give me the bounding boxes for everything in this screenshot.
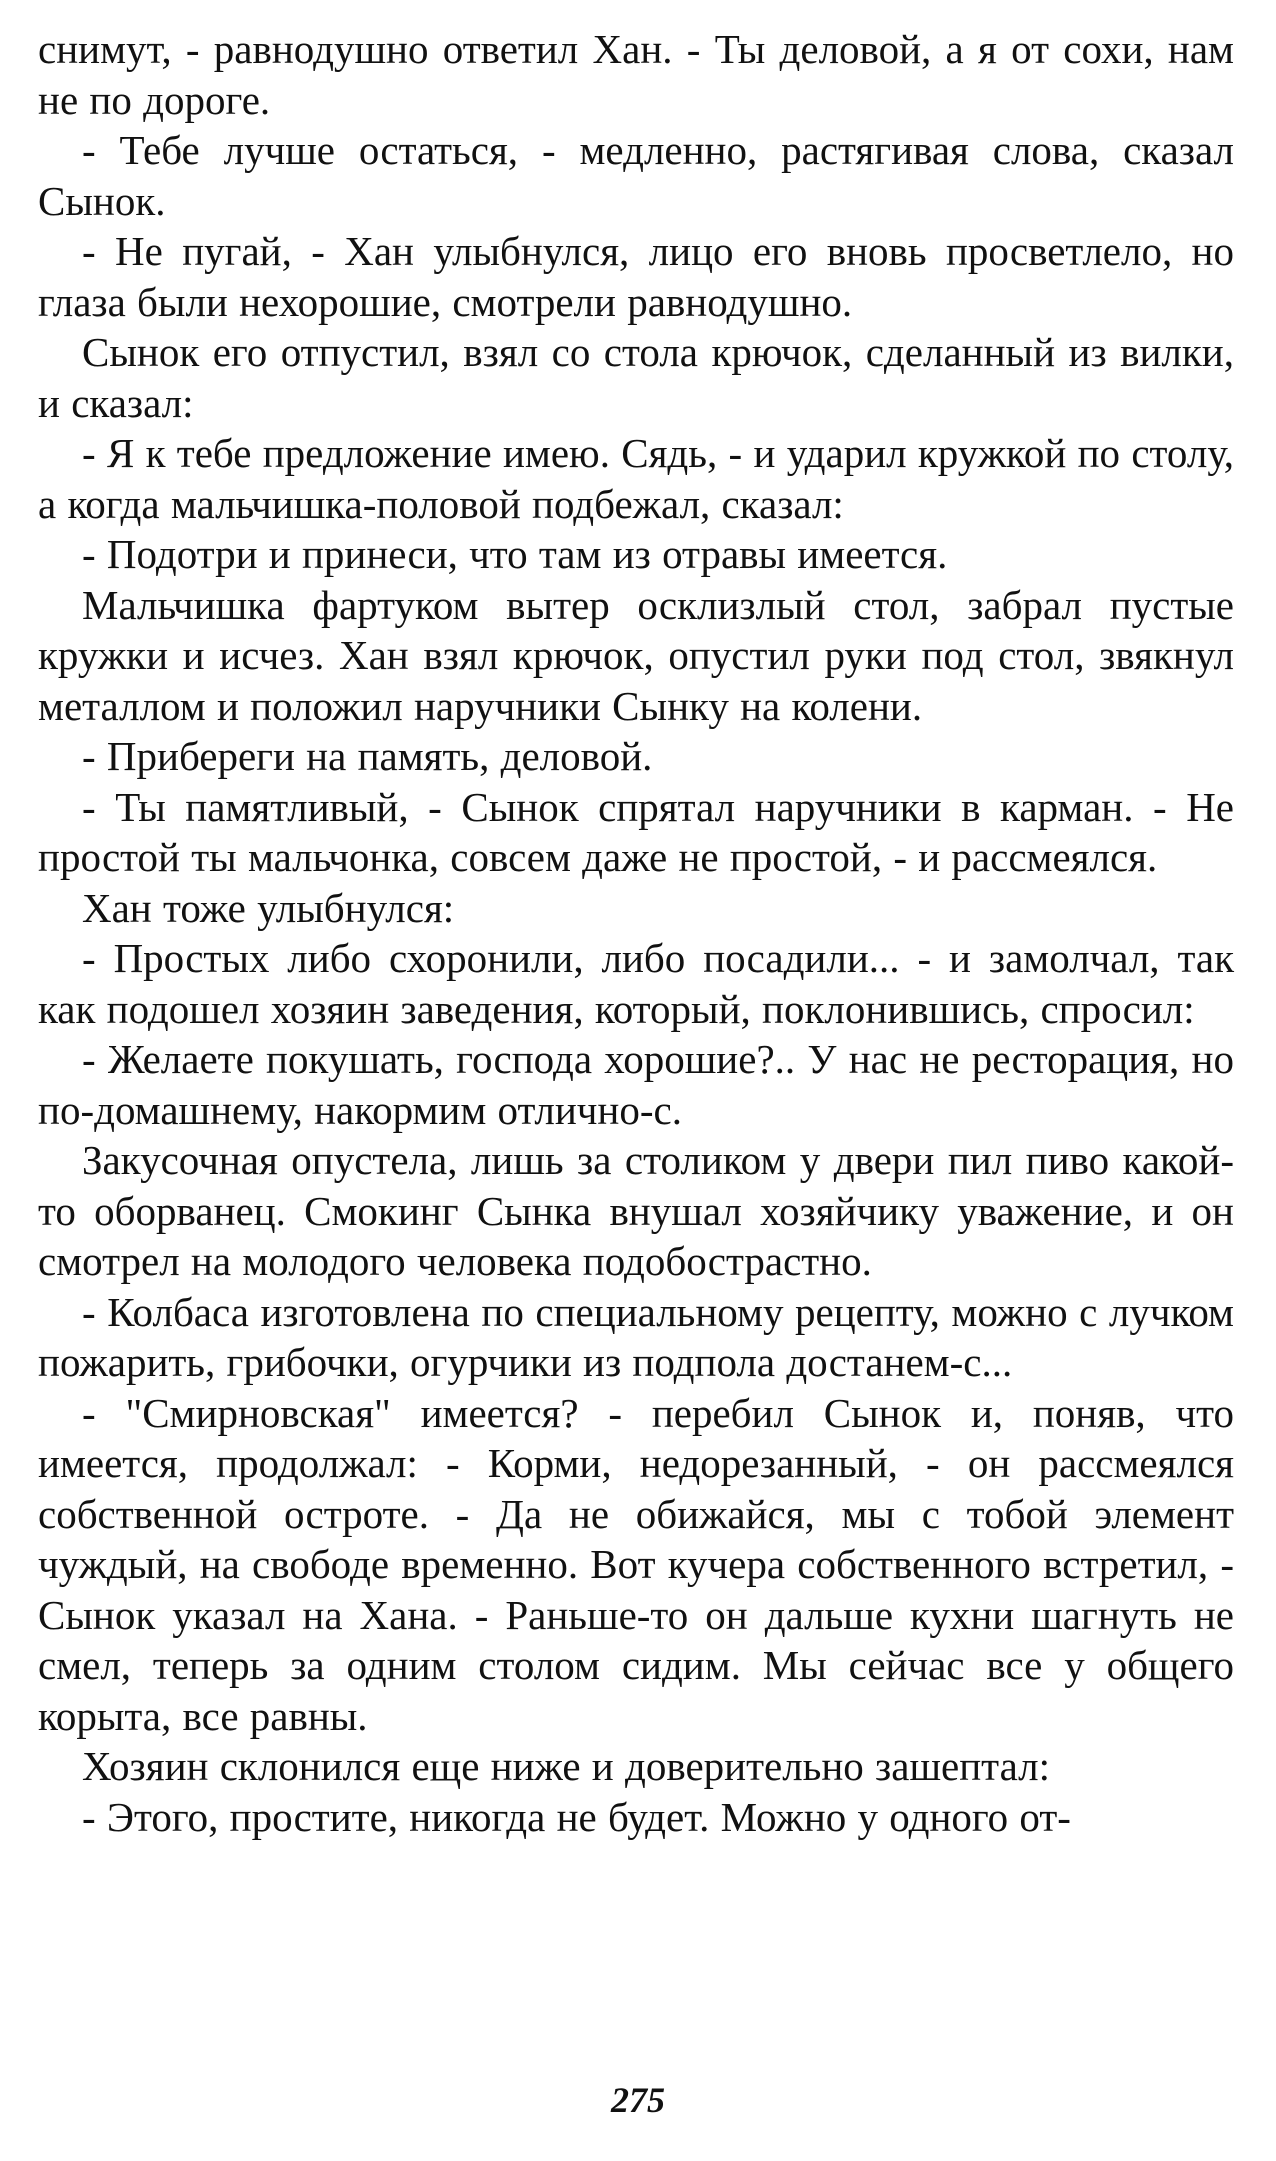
paragraph-13: Закусочная опустела, лишь за столиком у двери пил пиво какой-то оборванец. Смокинг Сынка внушал хозяйчику уважение, и он смотрел на молодого человека подобострастно. [38, 1137, 1234, 1284]
paragraph-6: - Подотри и принеси, что там из отравы имеется. [82, 531, 948, 577]
paragraph-14: - Колбаса изготовлена по специальному рецепту, можно с лучком пожарить, грибочки, огурчики из подпола достанем-с... [38, 1288, 1234, 1385]
paragraph-15: - "Смирновская" имеется? - перебил Сынок и, поняв, что имеется, продолжал: - Корми, недорезанный, - он рассмеялся собственной остроте. - Да не обижайся, мы с тобой элемент чуждый, на свободе временно. Вот кучера собственного встретил, - Сынок указал на Хана. - Раньше-то он дальше кухни шагнуть не смел, теперь за одним столом сидим. Мы сейчас все у общего корыта, все равны. [38, 1389, 1234, 1739]
paragraph-4: Сынок его отпустил, взял со стола крючок, сделанный из вилки, и сказал: [38, 329, 1234, 426]
paragraph-11: - Простых либо схоронили, либо посадили... - и замолчал, так как подошел хозяин заведения, который, поклонившись, спросил: [38, 935, 1234, 1032]
paragraph-17: - Этого, простите, никогда не будет. Можно у одного от- [82, 1793, 1071, 1840]
paragraph-12: - Желаете покушать, господа хорошие?.. У нас не ресторация, но по-домашнему, накормим отлично-с. [38, 1036, 1234, 1133]
paragraph-7: Мальчишка фартуком вытер осклизлый стол, забрал пустые кружки и исчез. Хан взял крючок, опустил руки под стол, звякнул металлом и положил наручники Сынку на колени. [38, 581, 1234, 729]
paragraph-16: Хозяин склонился еще ниже и доверительно зашептал: [82, 1743, 1050, 1789]
paragraph-5: - Я к тебе предложение имею. Сядь, - и ударил кружкой по столу, а когда мальчишка-половой подбежал, сказал: [38, 430, 1234, 527]
page-number: 275 [611, 2080, 665, 2120]
paragraph-10: Хан тоже улыбнулся: [82, 884, 455, 931]
paragraph-2: - Тебе лучше остаться, - медленно, растягивая слова, сказал Сынок. [38, 127, 1234, 224]
page-text [38, 24, 1234, 1842]
paragraph-8: - Прибереги на память, деловой. [82, 733, 653, 779]
paragraph-1: снимут, - равнодушно ответил Хан. - Ты деловой, а я от сохи, нам не по дороге. [38, 26, 1234, 123]
paragraph-9: - Ты памятливый, - Сынок спрятал наручники в карман. - Не простой ты мальчонка, совсем даже не простой, - и рассмеялся. [38, 783, 1234, 880]
paragraph-3: - Не пугай, - Хан улыбнулся, лицо его вновь просветлело, но глаза были нехорошие, смотрели равнодушно. [38, 228, 1234, 325]
